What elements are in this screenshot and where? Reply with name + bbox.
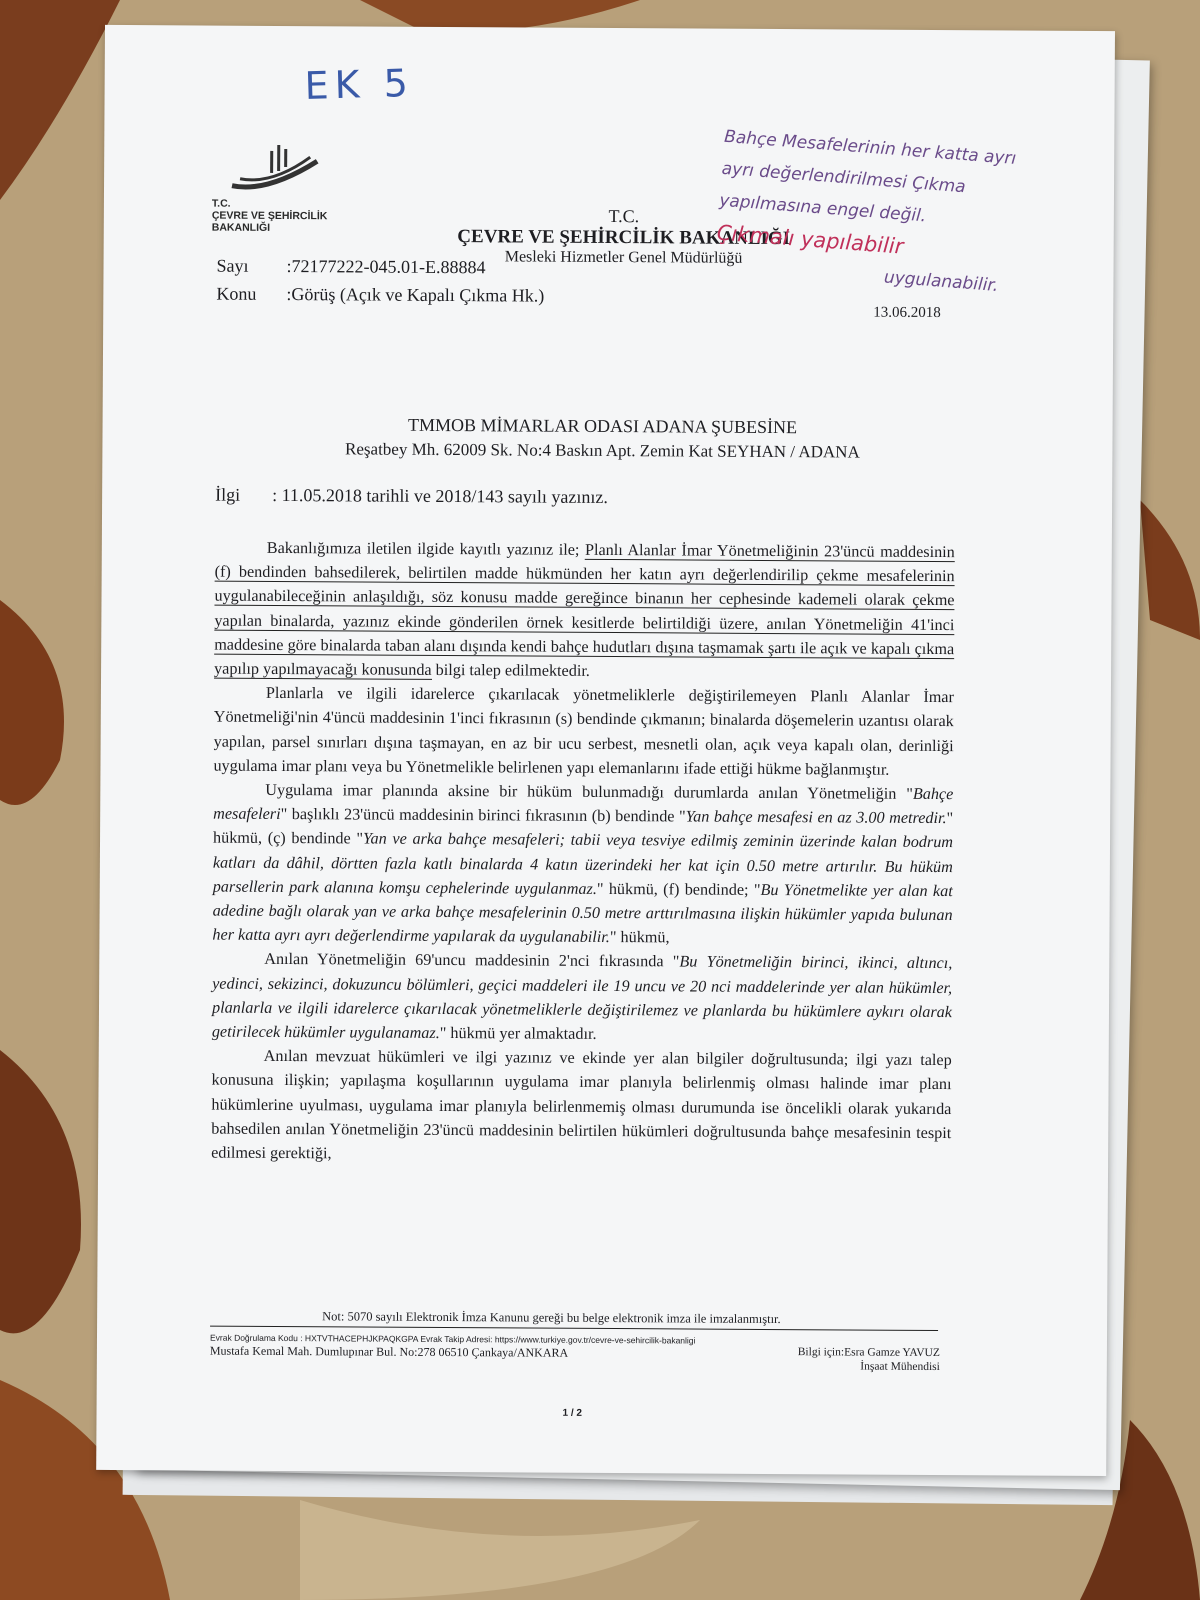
document-page xyxy=(96,25,1115,1476)
ilgi-label: İlgi xyxy=(215,484,241,505)
contact-name: Bilgi için:Esra Gamze YAVUZ xyxy=(797,1346,940,1360)
p1-intro: Bakanlığımıza iletilen ilgide kayıtlı yazınız ile; xyxy=(266,538,586,559)
logo-line2: BAKANLIĞI xyxy=(211,221,271,234)
p4-c: " hükmü yer almaktadır. xyxy=(439,1024,597,1043)
p3-a: Uygulama imar planında aksine bir hüküm bulunmadığı durumlarda anılan Yönetmeliğin " xyxy=(265,780,913,803)
header-ministry: ÇEVRE VE ŞEHİRCİLİK BAKANLIĞI xyxy=(457,226,791,250)
logo-line1: ÇEVRE VE ŞEHİRCİLİK xyxy=(211,209,328,223)
sayi-value: :72177222-045.01-E.88884 xyxy=(286,256,486,278)
logo-tc: T.C. xyxy=(211,197,231,210)
konu-value: :Görüş (Açık ve Kapalı Çıkma Hk.) xyxy=(286,284,545,306)
p3-f: Yan ve arka bahçe mesafeleri; tabii veya tesviye edilmiş zeminin üzerinde kalan bodrum katları da dâhil, dörtten fazla katlı binalarda 4 katın üzerindeki her kat için 0.50 metre artırılır. Bu hüküm parsellerin park alanına komşu cephelerinde uygulanmaz. xyxy=(212,829,954,898)
header-directorate: Mesleki Hizmetler Genel Müdürlüğü xyxy=(504,248,743,267)
sayi-label: Sayı xyxy=(216,255,249,276)
header-tc: T.C. xyxy=(608,205,640,227)
p4-a: Anılan Yönetmeliğin 69'uncu maddesinin 2'nci fıkrasında " xyxy=(264,950,680,971)
meta-sayi xyxy=(216,256,485,279)
recipient-address: Reşatbey Mh. 62009 Sk. No:4 Baskın Apt. Zemin Kat SEYHAN / ADANA xyxy=(345,439,860,462)
logo-text xyxy=(212,198,328,235)
konu-label: Konu xyxy=(216,283,257,304)
paragraph-3 xyxy=(212,778,953,952)
handwritten-note xyxy=(713,121,1069,307)
handnote-line5: uygulanabilir. xyxy=(883,267,999,297)
p4-b: Bu Yönetmeliğin birinci, ikinci, altıncı, yedinci, sekizinci, dokuzuncu bölümleri, geçici maddeleri ile 19 uncu ve 20 nci maddelerinde yer alan hükümler, planlarla ve ilgili idarelerce çıkarılacak yönetmeliklerle değiştirilemez ve planlarda bu hükümlere aykırı olarak getirilecek hükümler uygulanamaz. xyxy=(211,952,953,1043)
ilgi-value: : 11.05.2018 tarihli ve 2018/143 sayılı yazınız. xyxy=(272,484,608,507)
handnote-line1: Bahçe Mesafelerinin her katta ayrı xyxy=(723,126,1017,169)
p1-underlined: Planlı Alanlar İmar Yönetmeliğinin 23'üncü maddesinin (f) bendinden bahsedilerek, belirtilen madde hükmünden her katın ayrı değerlendirilip çekme mesafelerinin uygulanabileceğinin anlaşıldığı, söz konusu madde gereğince binanın her cephesinde kademeli olarak çekme yapılan binalarda, yazınız ekinde gönderilen örnek kesitlerde belirtildiği üzere, anılan Yönetmeliğin 41'inci maddesine göre binalarda taban alanı dışında kendi bahçe hudutları dışına taşmamak şartı ile açık ve kapalı çıkma yapılıp yapılmayacağı konusunda xyxy=(214,540,955,679)
handnote-line3: yapılmasına engel değil. xyxy=(718,190,927,227)
ilgi-line xyxy=(215,485,608,508)
p3-d: Yan bahçe mesafesi en az 3.00 metredir. xyxy=(685,807,947,828)
ek-annotation: EK 5 xyxy=(304,60,415,109)
p3-i: " hükmü, xyxy=(609,928,670,947)
letter-date: 13.06.2018 xyxy=(873,304,941,322)
contact-title: İnşaat Mühendisi xyxy=(860,1360,940,1374)
paragraph-4 xyxy=(212,947,953,1048)
p3-e: " hükmü, (ç) bendinde " xyxy=(212,809,954,848)
verification-code: Evrak Doğrulama Kodu : HXTVTHACEPHJKPAQKGPA Evrak Takip Adresi: https://www.turkiye.gov.tr/cevre-ve-sehircilik-bakanligi xyxy=(209,1332,696,1346)
handnote-line2: ayrı değerlendirilmesi Çıkma xyxy=(721,158,967,198)
meta-konu xyxy=(216,284,544,307)
recipient-name: TMMOB MİMARLAR ODASI ADANA ŞUBESİNE xyxy=(407,414,798,438)
page-number: 1 / 2 xyxy=(562,1407,583,1419)
p1-end: bilgi talep edilmektedir. xyxy=(431,660,590,680)
footer-divider xyxy=(210,1326,938,1331)
paragraph-5: Anılan mevzuat hükümleri ve ilgi yazınız ve ekinde yer alan bilgiler doğrultusunda; ilgi yazı talep konusuna ilişkin; yapılaşma koşullarının uygulama imar planıyla belirlenmiş olması halinde imar planı hükümlerine uyulması, uygulama imar planıyla belirlenmemiş olması durumunda ise öncelikli olarak yukarıda bahsedilen anılan Yönetmeliğin 23'üncü maddesinin belirtilen hükümleri doğrultusunda bahçe mesafesinin tespit edilmesi gerektiği, xyxy=(211,1047,952,1163)
handnote-line4: Çıkmalı yapılabilir xyxy=(716,220,905,259)
letter-body xyxy=(211,536,955,1170)
recipient-block xyxy=(292,414,912,463)
ministry-address: Mustafa Kemal Mah. Dumlupınar Bul. No:278 06510 Çankaya/ANKARA xyxy=(209,1343,569,1360)
p3-c: " başlıklı 23'üncü maddesinin birinci fıkrasının (b) bendinde " xyxy=(280,805,686,826)
p3-g: " hükmü, (f) bendinde; " xyxy=(596,879,761,899)
contact-block xyxy=(760,1345,940,1374)
e-signature-note: Not: 5070 sayılı Elektronik İmza Kanunu gereği bu belge elektronik imza ile imzalanmıştır. xyxy=(322,1309,781,1327)
p3-b: Bahçe mesafeleri xyxy=(213,784,954,824)
p3-h: Bu Yönetmelikte yer alan kat adedine bağlı olarak yan ve arka bahçe mesafelerinin 0.50 metre arttırılmasına ilişkin hükümler yapıda bulunan her katta ayrı ayrı değerlendirme yapılarak da uygulanabilir. xyxy=(212,880,953,947)
paragraph-2: Planlarla ve ilgili idarelerce çıkarılacak yönetmeliklerle değiştirilemeyen Planlı Alanlar İmar Yönetmeliği'nin 4'üncü maddesinin 1'inci fıkrasının (s) bendinde çıkmanın; binalarda döşemelerin uzantısı olarak yapılan, parsel sınırları dışına taşmayan, en az bir ucu serbest, mesnetli olan, açık veya kapalı olan, derinliği uygulama imar planı veya bu Yönetmelikle belirlenen yapı elemanlarını ifade ettiği hükme bağlanmıştır. xyxy=(213,684,954,779)
paragraph-1 xyxy=(214,536,955,686)
